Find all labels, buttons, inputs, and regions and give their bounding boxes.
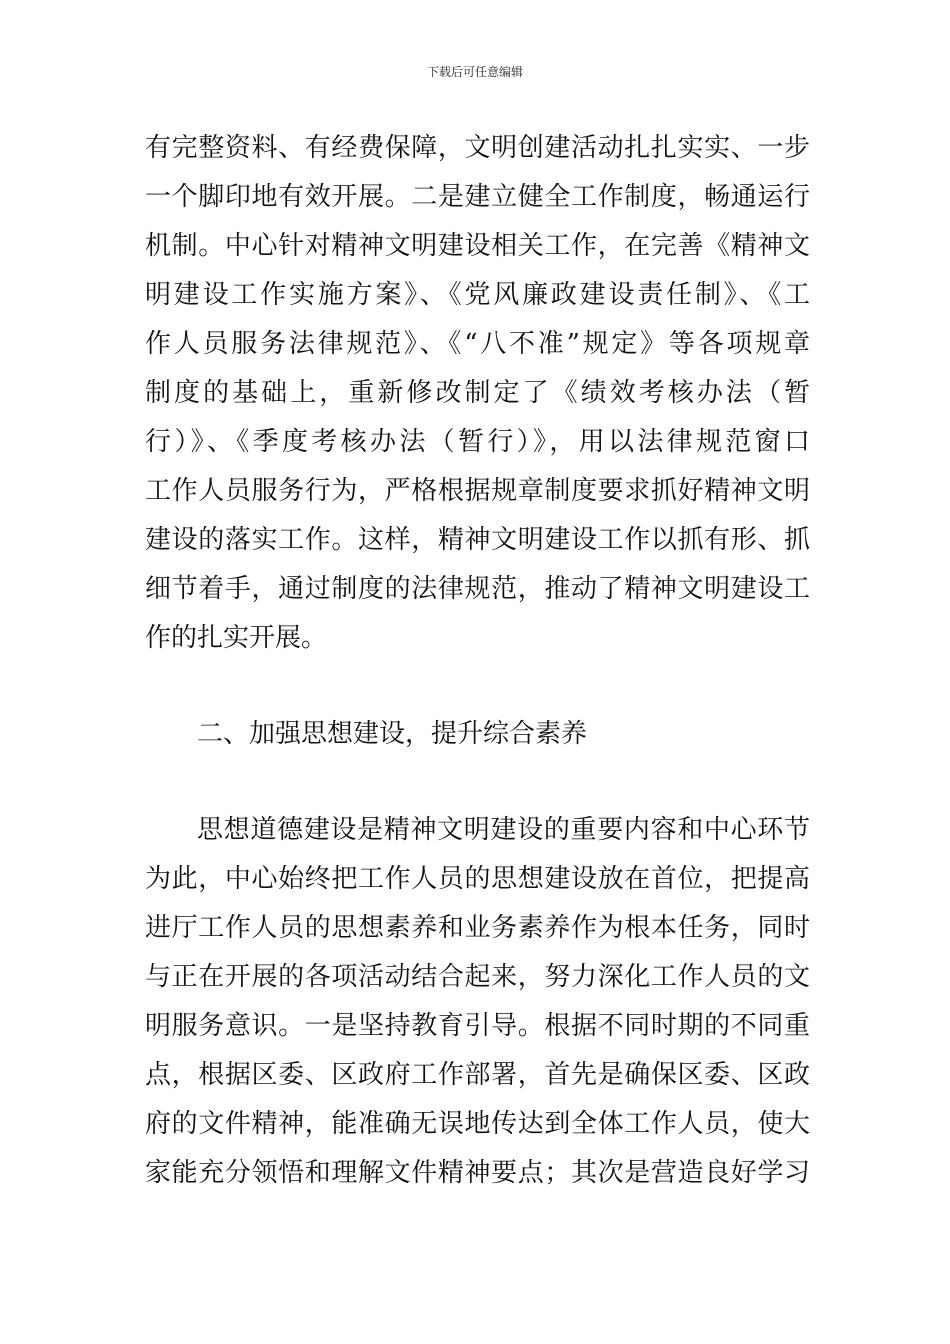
text-line: 作人员服务法律规范》、《“八不准”规定》等各项规章 [145,329,810,359]
text-line: 家能充分领悟和理解文件精神要点；其次是营造良好学习 [145,1158,810,1188]
text-line: 行）》、《季度考核办法（暂行）》，用以法律规范窗口 [145,427,810,457]
text-line: 建设的落实工作。这样，精神文明建设工作以抓有形、抓 [145,525,810,555]
paragraph-spacer [145,663,810,710]
paragraph-spacer [145,759,810,806]
text-line: 点，根据区委、区政府工作部署，首先是确保区委、区政 [145,1060,810,1090]
page-header: 下载后可任意编辑 [426,65,523,79]
text-line: 进厅工作人员的思想素养和业务素养作为根本任务，同时 [145,913,810,943]
text-line: 有完整资料、有经费保障，文明创建活动扎扎实实、一步 [145,133,810,163]
section-heading: 二、加强思想建设，提升综合素养 [197,719,588,749]
text-line: 制度的基础上，重新修改制定了《绩效考核办法（暂 [145,378,810,408]
paragraph-1 [145,124,810,663]
paragraph-2 [145,806,810,1198]
document-body [145,124,810,1198]
text-line: 一个脚印地有效开展。二是建立健全工作制度，畅通运行 [145,182,810,212]
text-line: 明服务意识。一是坚持教育引导。根据不同时期的不同重 [145,1011,810,1041]
text-line: 细节着手，通过制度的法律规范，推动了精神文明建设工 [145,574,810,604]
text-line: 工作人员服务行为，严格根据规章制度要求抓好精神文明 [145,476,810,506]
text-line: 机制。中心针对精神文明建设相关工作，在完善《精神文 [145,231,810,261]
text-line: 府的文件精神，能准确无误地传达到全体工作人员，使大 [145,1109,810,1139]
text-line: 作的扎实开展。 [145,623,328,653]
text-line: 明建设工作实施方案》、《党风廉政建设责任制》、《工 [145,280,810,310]
text-line: 思想道德建设是精神文明建设的重要内容和中心环节 [197,815,810,845]
text-line: 与正在开展的各项活动结合起来，努力深化工作人员的文 [145,962,810,992]
text-line: 为此，中心始终把工作人员的思想建设放在首位，把提高 [145,864,810,894]
